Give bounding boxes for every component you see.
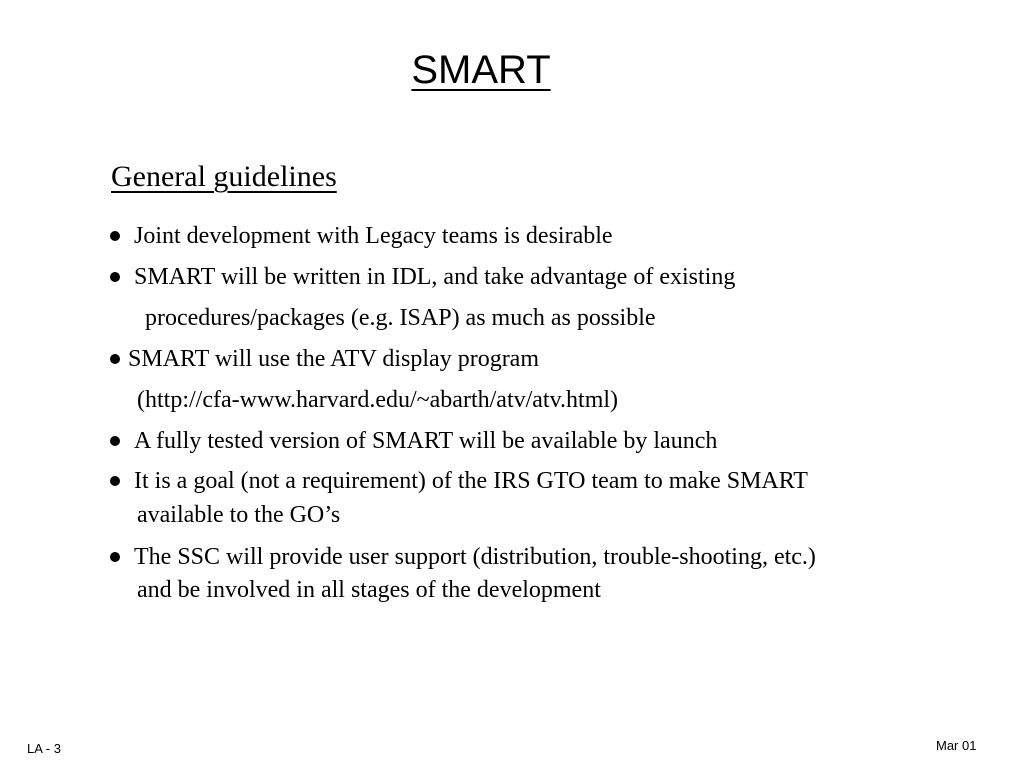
bullet-item-5 (110, 466, 808, 496)
bullet-item-4 (110, 426, 717, 456)
section-heading: General guidelines (111, 160, 337, 193)
bullet-item-3 (110, 344, 539, 374)
bullet-icon (110, 231, 120, 241)
bullet-item-1 (110, 221, 613, 251)
bullet-icon (110, 272, 120, 282)
footer-date: Mar 01 (936, 738, 977, 753)
bullet-text: A fully tested version of SMART will be available by launch (134, 428, 718, 454)
slide-title (0, 46, 962, 94)
bullet-text: SMART will be written in IDL, and take advantage of existing (134, 264, 736, 290)
slide-title-text: SMART (411, 48, 551, 92)
bullet-item-6 (110, 542, 816, 572)
bullet-text: The SSC will provide user support (distribution, trouble-shooting, etc.) (134, 544, 816, 570)
bullet-icon (110, 552, 120, 562)
bullet-continuation: procedures/packages (e.g. ISAP) as much as possible (145, 305, 656, 331)
footer-slide-number: LA - 3 (27, 741, 61, 756)
bullet-continuation: and be involved in all stages of the development (137, 577, 601, 603)
bullet-icon (110, 436, 120, 446)
bullet-text: Joint development with Legacy teams is desirable (134, 223, 613, 249)
bullet-item-2 (110, 262, 735, 292)
bullet-continuation: available to the GO’s (137, 502, 341, 528)
bullet-text: It is a goal (not a requirement) of the IRS GTO team to make SMART (134, 468, 808, 494)
bullet-text: SMART will use the ATV display program (128, 346, 539, 372)
bullet-continuation: (http://cfa-www.harvard.edu/~abarth/atv/atv.html) (137, 387, 619, 413)
bullet-icon (110, 354, 120, 364)
bullet-icon (110, 476, 120, 486)
